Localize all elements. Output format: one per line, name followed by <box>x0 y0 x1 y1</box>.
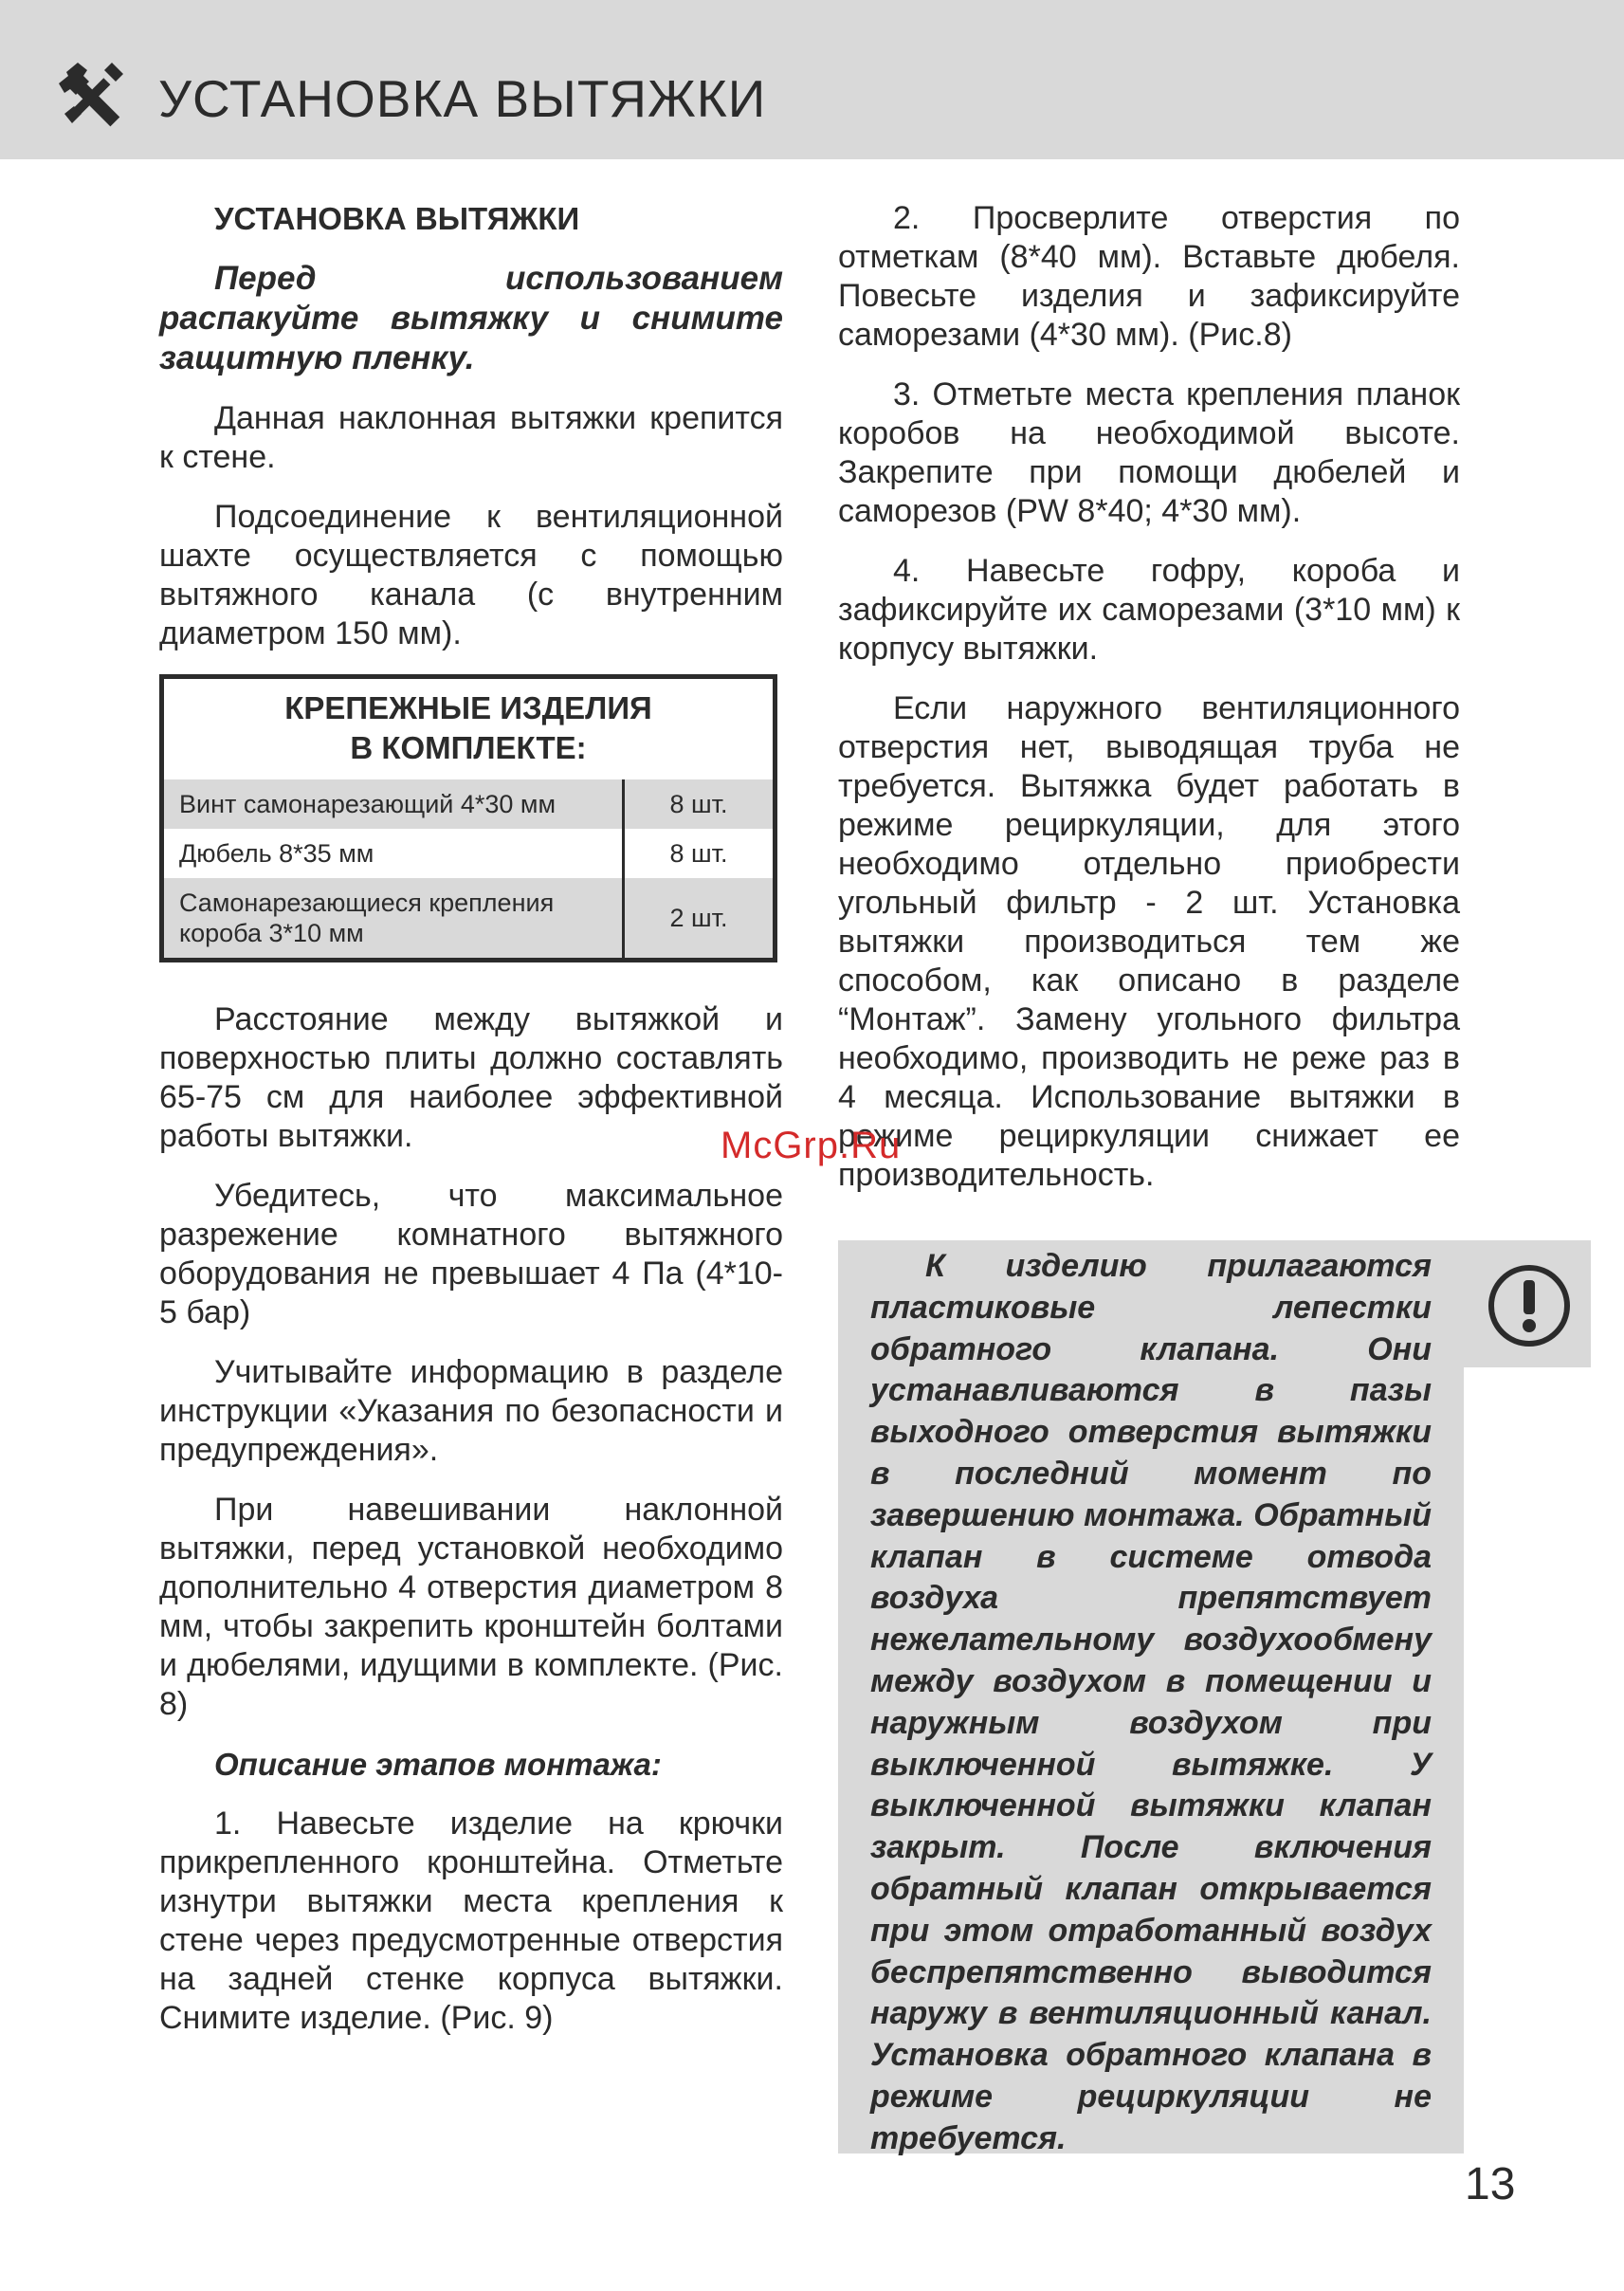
paragraph: При навешивании наклонной вытяжки, перед установкой необходимо дополнительно 4 отверстия диаметром 8 мм, чтобы закрепить кронштейн болтами и дюбелями, идущими в комплекте. (Рис. 8) <box>159 1492 783 1722</box>
right-column <box>838 199 1460 1216</box>
table-cell-qty: 8 шт. <box>624 829 776 878</box>
step-2: 2. Просверлите отверстия по отметкам (8*40 мм). Вставьте дюбеля. Повесьте изделия и зафиксируйте саморезами (4*30 мм). (Рис.8) <box>838 200 1460 353</box>
section-heading: УСТАНОВКА ВЫТЯЖКИ <box>214 201 580 236</box>
table-title-line: КРЕПЕЖНЫЕ ИЗДЕЛИЯ <box>284 690 652 725</box>
step-3: 3. Отметьте места крепления планок коробов на необходимой высоте. Закрепите при помощи дюбелей и саморезов (PW 8*40; 4*30 мм). <box>838 376 1460 529</box>
table-row <box>162 779 776 829</box>
step-4: 4. Навесьте гофру, короба и зафиксируйте их саморезами (3*10 мм) к корпусу вытяжки. <box>838 553 1460 667</box>
note-text: К изделию прилагаются пластиковые лепестки обратного клапана. Они устанавливаются в пазы выходного отверстия вытяжки в последний момент по завершению монтажа. Обратный клапан в системе отвода воздуха препятствует нежелательному воздухообмену между воздухом в помещении и наружным воздухом при выключенной вытяжке. У выключенной вытяжки клапан закрыт. После включения обратный клапан открывается при этом отработанный воздух беспрепятственно выводится наружу в вентиляционный канал. Установка обратного клапана в режиме рециркуляции не требуется. <box>870 1248 1432 2156</box>
table-cell-qty: 8 шт. <box>624 779 776 829</box>
page-header <box>0 0 1624 159</box>
page-number: 13 <box>1465 2159 1516 2209</box>
lead-paragraph: Перед использованием распакуйте вытяжку и снимите защитную пленку. <box>159 260 783 376</box>
table-cell-qty: 2 шт. <box>624 878 776 961</box>
fasteners-table <box>159 674 777 962</box>
step-1: 1. Навесьте изделие на крючки прикрепленного кронштейна. Отметьте изнутри вытяжки места крепления к стене через предусмотренные отверстия на задней стенке корпуса вытяжки. Снимите изделие. (Рис. 9) <box>159 1805 783 2036</box>
table-row <box>162 829 776 878</box>
paragraph: Данная наклонная вытяжки крепится к стене. <box>159 400 783 475</box>
table-title <box>162 677 776 780</box>
subheading: Описание этапов монтажа: <box>214 1747 662 1782</box>
paragraph: Если наружного вентиляционного отверстия нет, выводящая труба не требуется. Вытяжка будет работать в режиме рециркуляции, для этого необходимо отдельно приобрести угольный фильтр - 2 шт. Установка вытяжки производиться тем же способом, как описано в разделе “Монтаж”. Замену угольного фильтра необходимо, производить не реже раз в 4 месяца. Использование вытяжки в режиме рециркуляции снижает ее производительность. <box>838 690 1460 1193</box>
note-box <box>838 1240 1464 2154</box>
left-column <box>159 199 783 2059</box>
header-title: УСТАНОВКА ВЫТЯЖКИ <box>158 69 767 128</box>
exclamation-icon <box>1487 1263 1572 1348</box>
table-cell-item: Дюбель 8*35 мм <box>179 839 374 868</box>
table-cell-item: Самонарезающиеся крепления короба 3*10 мм <box>162 878 624 961</box>
table-row <box>162 878 776 961</box>
table-title-line: В КОМПЛЕКТЕ: <box>350 730 587 765</box>
watermark: McGrp.Ru <box>721 1125 902 1166</box>
table-cell-item: Винт самонарезающий 4*30 мм <box>162 779 624 829</box>
paragraph: Подсоединение к вентиляционной шахте осуществляется с помощью вытяжного канала (с внутренним диаметром 150 мм). <box>159 499 783 651</box>
warning-box <box>1464 1240 1591 1367</box>
tools-icon <box>59 59 127 127</box>
paragraph: Учитывайте информацию в разделе инструкции «Указания по безопасности и предупреждения». <box>159 1354 783 1468</box>
paragraph: Убедитесь, что максимальное разрежение комнатного вытяжного оборудования не превышает 4 Па (4*10-5 бар) <box>159 1178 783 1330</box>
paragraph: Расстояние между вытяжкой и поверхностью плиты должно составлять 65-75 см для наиболее эффективной работы вытяжки. <box>159 1001 783 1154</box>
